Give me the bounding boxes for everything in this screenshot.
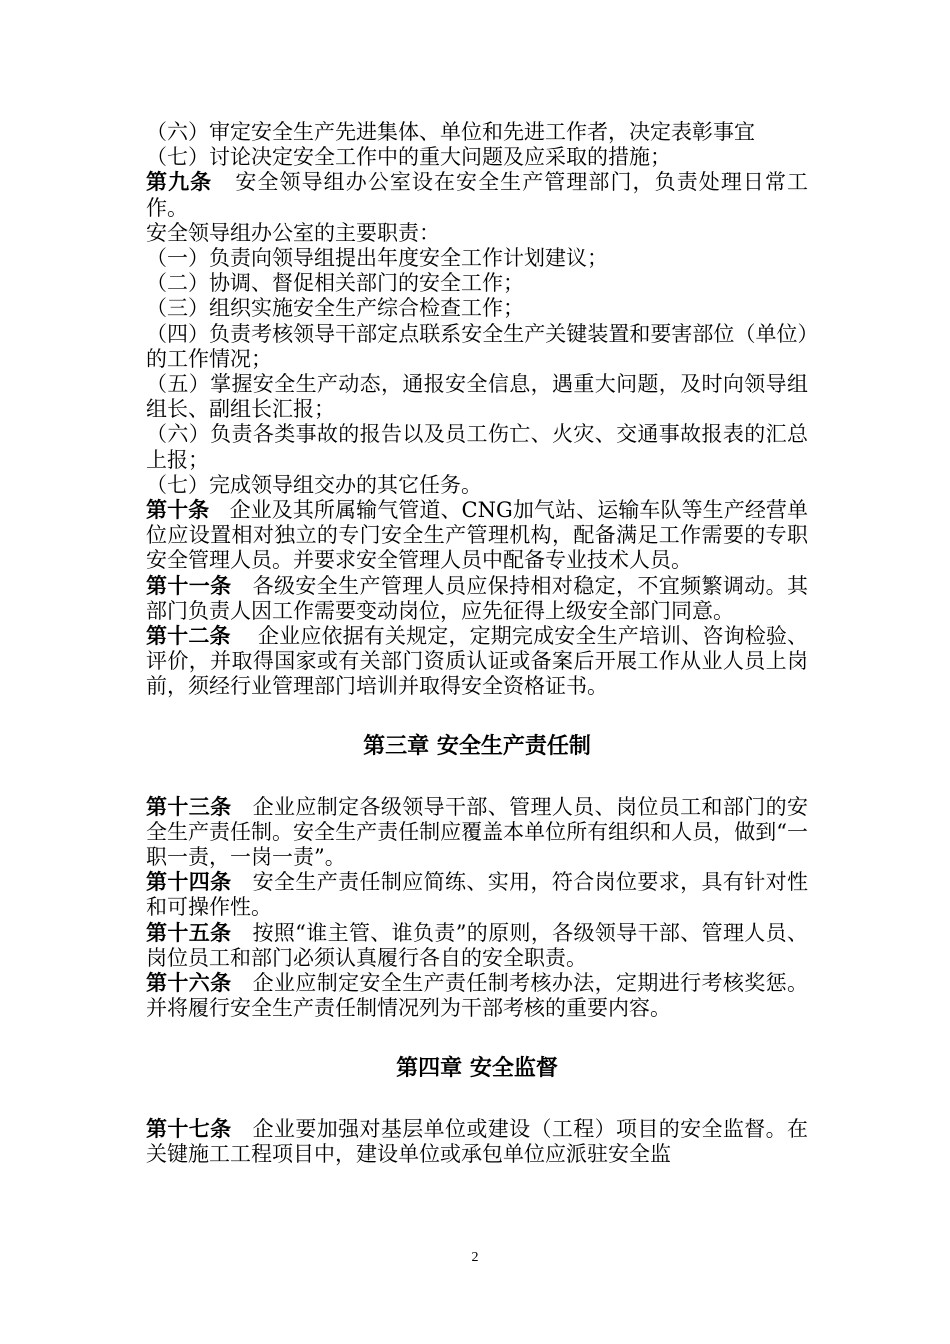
paragraph	[146, 422, 808, 472]
section-supervision	[146, 1117, 808, 1167]
paragraph	[146, 322, 808, 372]
paragraph-text: 安全领导组办公室的主要职责：	[146, 220, 440, 245]
section-responsibility	[146, 795, 808, 1022]
article-number: 第十条	[146, 498, 210, 523]
paragraph-text: 企业要加强对基层单位或建设（工程）项目的安全监督。在关键施工工程项目中，建设单位或承包单位应派驻安全监	[146, 1116, 808, 1166]
paragraph-text: （六）负责各类事故的报告以及员工伤亡、火灾、交通事故报表的汇总上报；	[146, 422, 808, 472]
paragraph-text: （七）讨论决定安全工作中的重大问题及应采取的措施；	[146, 145, 671, 170]
paragraph	[146, 120, 808, 145]
paragraph-text: （四）负责考核领导干部定点联系安全生产关键装置和要害部位（单位）的工作情况；	[146, 321, 808, 371]
paragraph	[146, 296, 808, 321]
article-number: 第十七条	[146, 1116, 232, 1141]
article-number: 第九条	[146, 170, 213, 195]
paragraph	[146, 221, 808, 246]
chapter-3-heading: 第三章 安全生产责任制	[363, 733, 591, 759]
article-paragraph	[146, 870, 808, 920]
article-number: 第十二条	[146, 624, 231, 649]
article-number: 第十六条	[146, 971, 232, 996]
paragraph-text: （二）协调、督促相关部门的安全工作；	[146, 271, 524, 296]
page-number: 2	[471, 1250, 479, 1265]
article-number: 第十一条	[146, 573, 232, 598]
article-paragraph	[146, 498, 808, 574]
paragraph-text: 企业应制定各级领导干部、管理人员、岗位员工和部门的安全生产责任制。安全生产责任制应覆盖本单位所有组织和人员，做到“一职一责，一岗一责”。	[146, 794, 808, 870]
paragraph	[146, 372, 808, 422]
paragraph-text: 安全领导组办公室设在安全生产管理部门，负责处理日常工作。	[146, 170, 809, 220]
article-number: 第十五条	[146, 920, 232, 945]
article-paragraph	[146, 624, 808, 700]
paragraph-text: （六）审定安全生产先进集体、单位和先进工作者，决定表彰事宜	[146, 120, 755, 144]
paragraph-text: 安全生产责任制应简练、实用，符合岗位要求，具有针对性和可操作性。	[146, 870, 808, 920]
paragraph	[146, 145, 808, 170]
section-duties	[146, 120, 808, 700]
paragraph	[146, 473, 808, 498]
paragraph-text: （一）负责向领导组提出年度安全工作计划建议；	[146, 246, 608, 271]
paragraph-text: （三）组织实施安全生产综合检查工作；	[146, 296, 524, 321]
article-paragraph	[146, 971, 808, 1021]
article-number: 第十四条	[146, 870, 232, 895]
paragraph	[146, 246, 808, 271]
paragraph-text: 按照“谁主管、谁负责”的原则，各级领导干部、管理人员、岗位员工和部门必须认真履行各自的安全职责。	[146, 920, 809, 970]
article-paragraph	[146, 574, 808, 624]
paragraph-text: 各级安全生产管理人员应保持相对稳定，不宜频繁调动。其部门负责人因工作需要变动岗位，应先征得上级安全部门同意。	[146, 573, 808, 623]
paragraph	[146, 271, 808, 296]
paragraph-text: （五）掌握安全生产动态，通报安全信息，遇重大问题，及时向领导组组长、副组长汇报；	[146, 372, 808, 422]
paragraph-text: （七）完成领导组交办的其它任务。	[146, 472, 482, 497]
paragraph-text: 企业及其所属输气管道、CNG加气站、运输车队等生产经营单位应设置相对独立的专门安全生产管理机构，配备满足工作需要的专职安全管理人员。并要求安全管理人员中配备专业技术人员。	[146, 498, 809, 573]
article-number: 第十三条	[146, 794, 232, 819]
paragraph-text: 企业应依据有关规定，定期完成安全生产培训、咨询检验、评价，并取得国家或有关部门资质认证或备案后开展工作从业人员上岗前，须经行业管理部门培训并取得安全资格证书。	[146, 624, 809, 699]
paragraph-text: 企业应制定安全生产责任制考核办法，定期进行考核奖惩。并将履行安全生产责任制情况列为干部考核的重要内容。	[146, 971, 808, 1021]
chapter-4-heading: 第四章 安全监督	[396, 1055, 558, 1081]
article-paragraph	[146, 170, 808, 220]
article-paragraph	[146, 921, 808, 971]
article-paragraph	[146, 795, 808, 871]
article-paragraph	[146, 1117, 808, 1167]
document-body	[146, 120, 808, 1167]
